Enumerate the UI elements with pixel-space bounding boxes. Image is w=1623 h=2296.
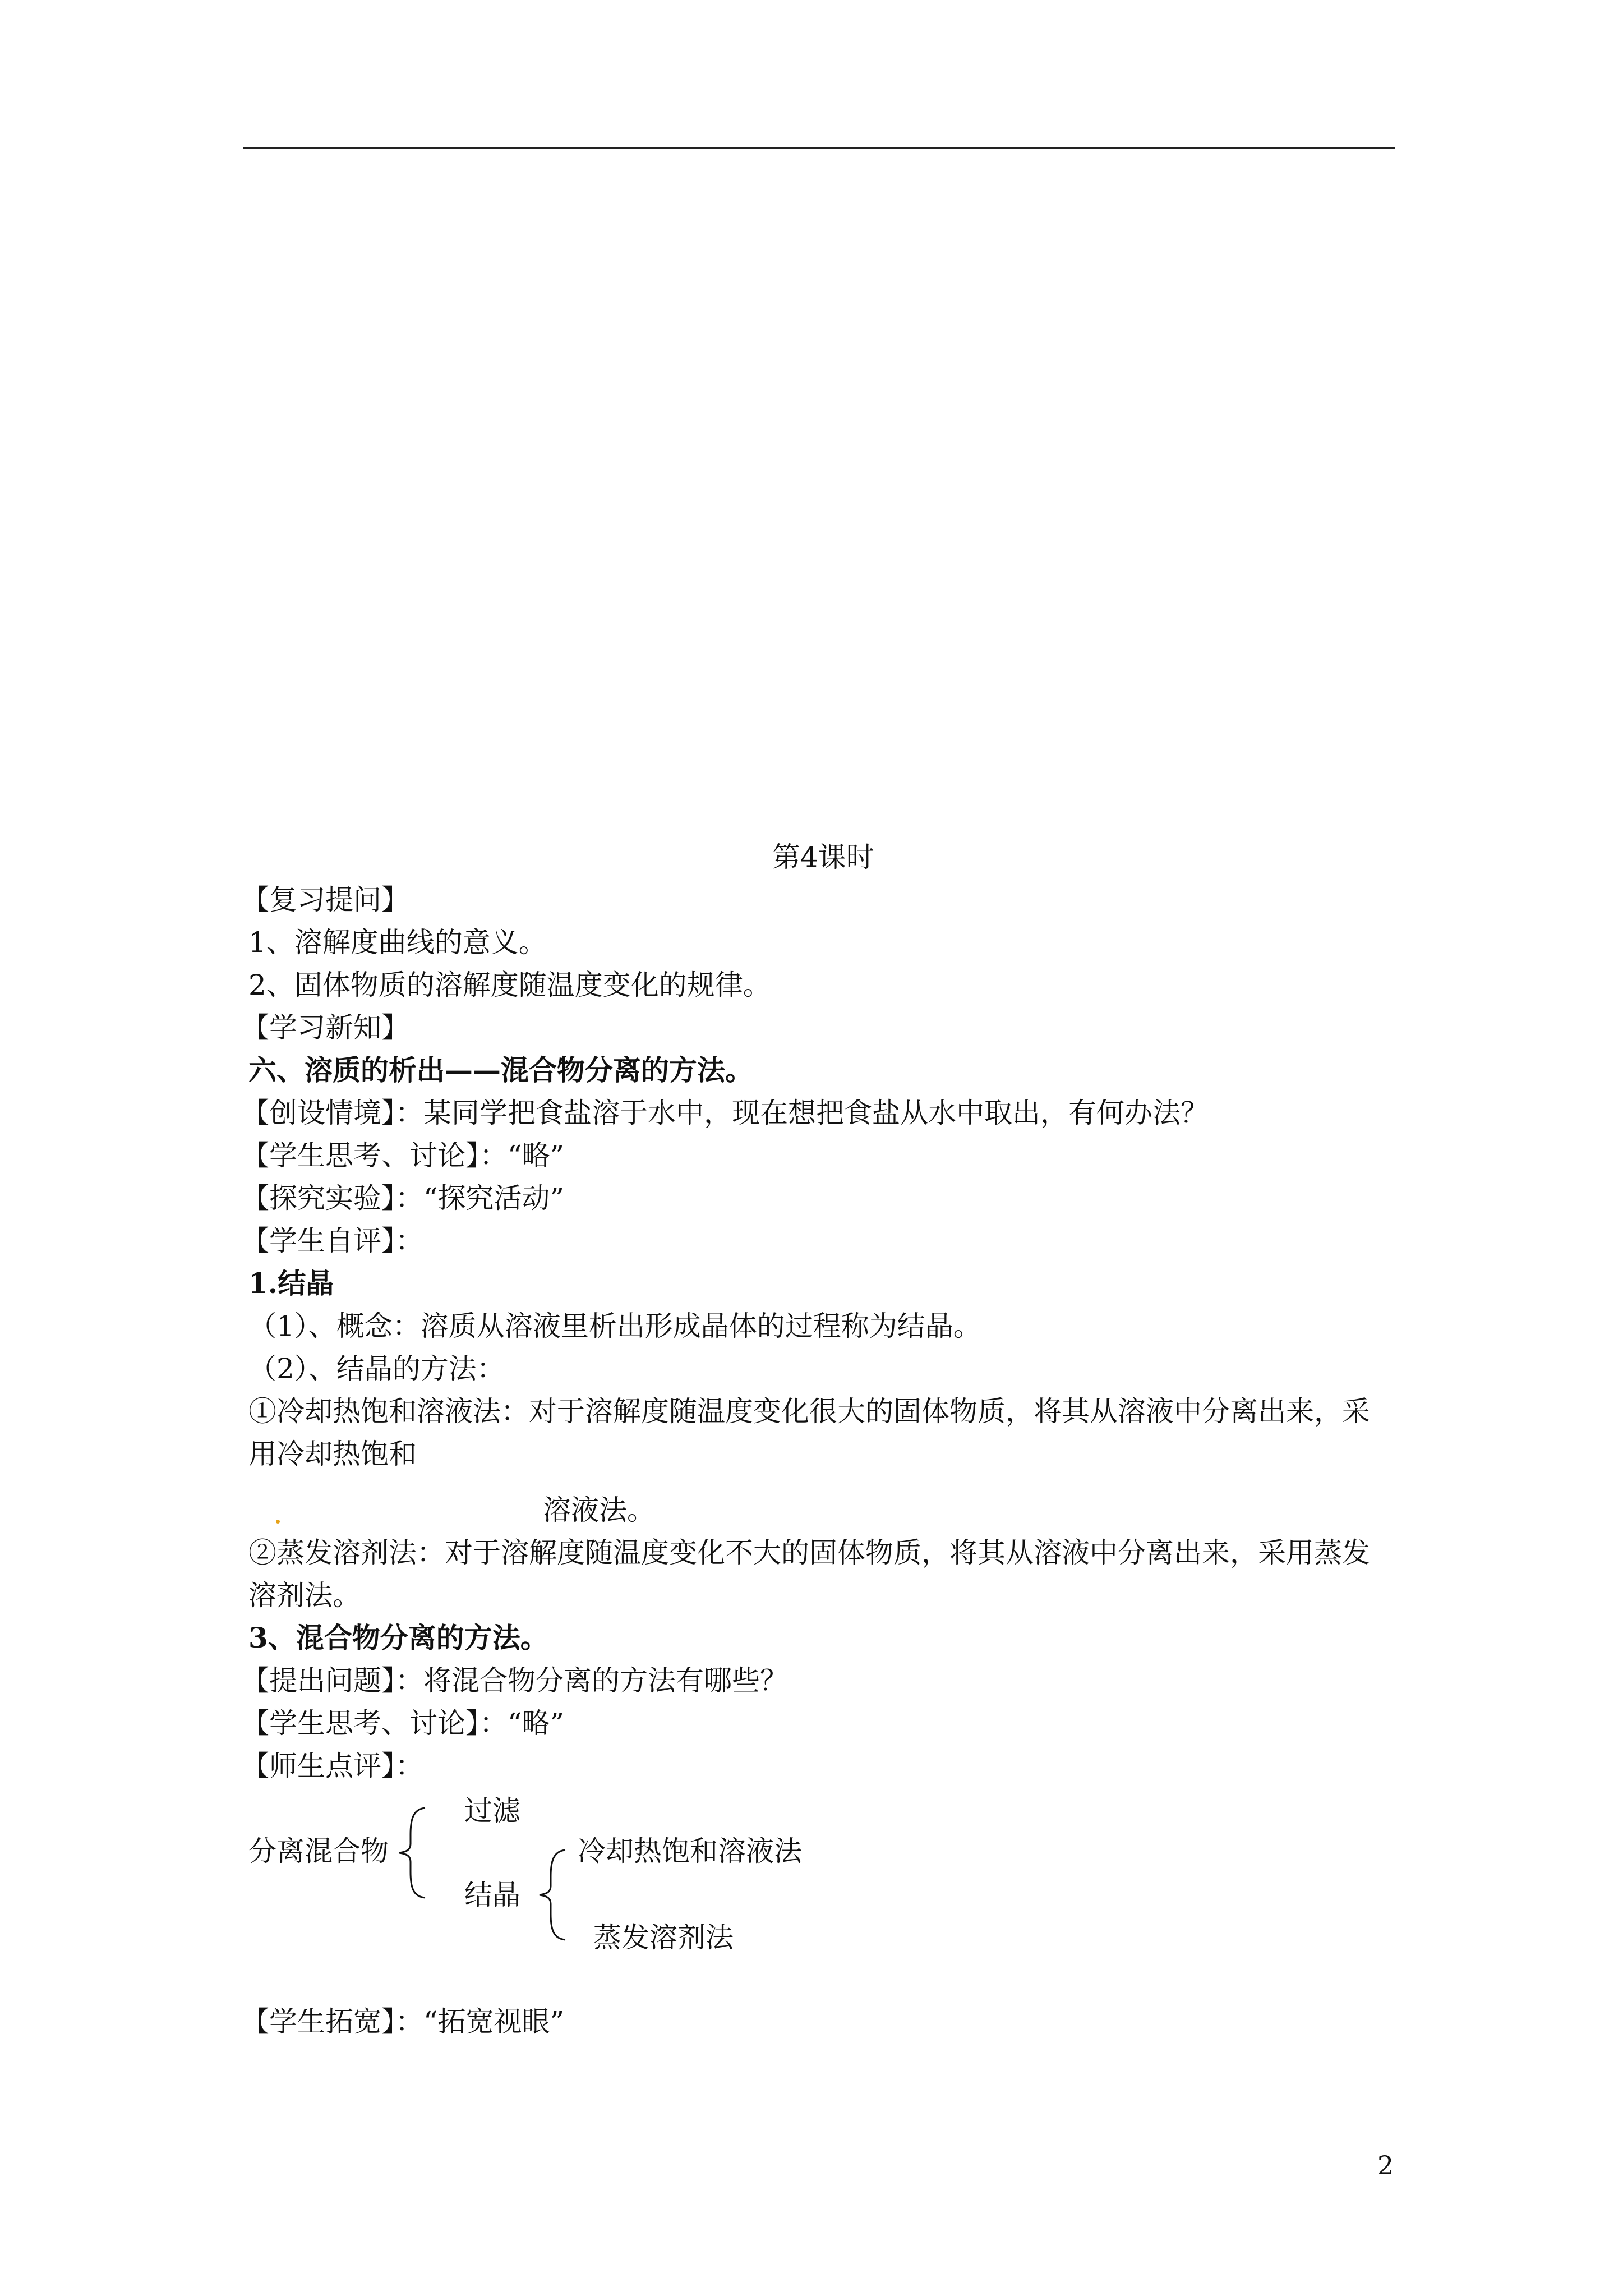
crystal-heading: 1.结晶 [248,1267,334,1300]
diagram-cool-label: 冷却热饱和溶液法 [578,1835,802,1867]
page-number: 2 [1377,2150,1394,2180]
teacher-review-heading: 【师生点评】： [241,1750,423,1782]
diagram-evap-label: 蒸发溶剂法 [593,1921,734,1954]
diagram-root-label: 分离混合物 [248,1835,389,1867]
scenario-text: 【创设情境】：某同学把食盐溶于水中，现在想把食盐从水中取出，有何办法？ [241,1097,1209,1129]
review-heading: 【复习提问】 [241,884,409,916]
method1-line3: 溶液法。 [543,1494,655,1526]
self-eval-heading: 【学生自评】： [241,1225,423,1257]
extend-text: 【学生拓宽】：“拓宽视眼” [241,2005,565,2038]
diagram-brace-left [393,1803,432,1902]
diagram-brace-right [533,1846,572,1944]
discussion-2: 【学生思考、讨论】：“略” [241,1707,565,1740]
review-item-2: 2、固体物质的溶解度随温度变化的规律。 [248,969,771,1001]
method1-line1: ①冷却热饱和溶液法：对于溶解度随温度变化很大的固体物质，将其从溶液中分离出来，采 [248,1395,1370,1428]
crystal-method: （2）、结晶的方法： [248,1352,505,1385]
method1-line2: 用冷却热饱和 [248,1438,417,1470]
discussion-1: 【学生思考、讨论】：“略” [241,1139,565,1172]
new-knowledge-heading: 【学习新知】 [241,1011,409,1044]
method2-line1: ②蒸发溶剂法：对于溶解度随温度变化不大的固体物质，将其从溶液中分离出来，采用蒸发 [248,1536,1370,1569]
diagram-filter-label: 过滤 [464,1795,520,1827]
crystal-concept: （1）、概念：溶质从溶液里析出形成晶体的过程称为结晶。 [248,1310,981,1342]
diagram-crystal-label: 结晶 [464,1879,520,1911]
section3-title: 3、混合物分离的方法。 [248,1621,548,1654]
lesson-title: 第4课时 [772,841,874,873]
review-item-1: 1、溶解度曲线的意义。 [248,926,547,959]
experiment-text: 【探究实验】：“探究活动” [241,1182,565,1214]
question-text: 【提出问题】：将混合物分离的方法有哪些？ [241,1664,788,1697]
section6-title: 六、溶质的析出——混合物分离的方法。 [248,1053,753,1087]
method2-line2: 溶剂法。 [248,1579,361,1612]
stray-mark [276,1520,280,1524]
header-rule [243,147,1395,149]
